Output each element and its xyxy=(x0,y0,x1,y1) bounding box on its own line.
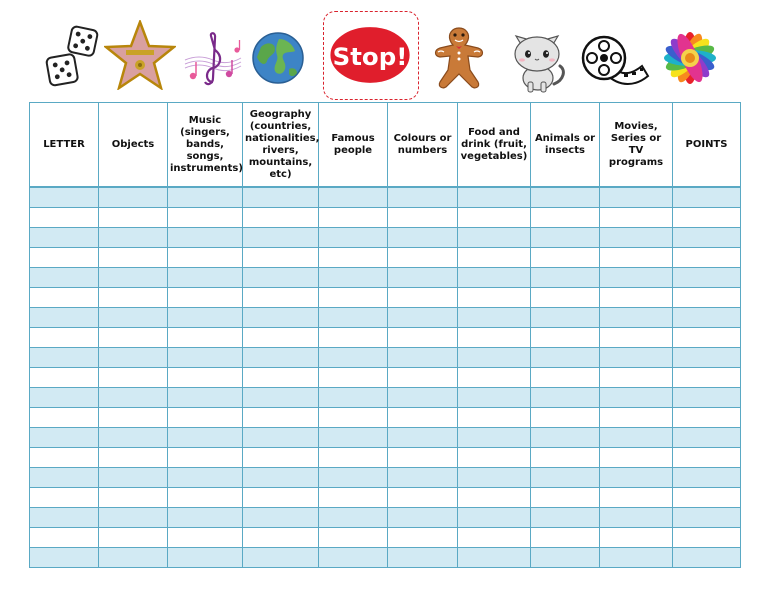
table-cell[interactable] xyxy=(388,268,458,288)
table-cell[interactable] xyxy=(30,488,99,508)
table-cell[interactable] xyxy=(388,468,458,488)
table-cell[interactable] xyxy=(388,388,458,408)
table-cell[interactable] xyxy=(30,348,99,368)
table-cell[interactable] xyxy=(319,328,388,348)
table-row xyxy=(30,288,741,308)
table-cell[interactable] xyxy=(673,408,741,428)
table-cell[interactable] xyxy=(243,328,319,348)
table-row xyxy=(30,308,741,328)
table-cell[interactable] xyxy=(673,248,741,268)
table-cell[interactable] xyxy=(458,348,531,368)
table-cell[interactable] xyxy=(99,187,168,208)
table-row xyxy=(30,428,741,448)
table-cell[interactable] xyxy=(319,288,388,308)
table-cell[interactable] xyxy=(388,448,458,468)
table-cell[interactable] xyxy=(600,187,673,208)
table-cell[interactable] xyxy=(388,528,458,548)
table-cell[interactable] xyxy=(99,288,168,308)
table-header-row xyxy=(30,103,741,188)
table-cell[interactable] xyxy=(458,368,531,388)
stop-sign-icon xyxy=(323,11,419,100)
column-header: Famous people xyxy=(319,103,388,188)
table-cell[interactable] xyxy=(600,348,673,368)
table-cell[interactable] xyxy=(673,368,741,388)
table-cell[interactable] xyxy=(30,468,99,488)
table-cell[interactable] xyxy=(30,548,99,568)
table-cell[interactable] xyxy=(243,388,319,408)
table-cell[interactable] xyxy=(600,248,673,268)
table-cell[interactable] xyxy=(600,448,673,468)
column-header: Food and drink (fruit, vegetables) xyxy=(458,103,531,188)
table-cell[interactable] xyxy=(458,187,531,208)
table-cell[interactable] xyxy=(243,187,319,208)
table-cell[interactable] xyxy=(168,308,243,328)
table-cell[interactable] xyxy=(168,488,243,508)
table-cell[interactable] xyxy=(30,528,99,548)
table-cell[interactable] xyxy=(388,308,458,328)
table-cell[interactable] xyxy=(458,488,531,508)
table-cell[interactable] xyxy=(458,468,531,488)
table-row xyxy=(30,268,741,288)
table-cell[interactable] xyxy=(168,448,243,468)
table-cell[interactable] xyxy=(168,468,243,488)
table-cell[interactable] xyxy=(243,488,319,508)
table-cell[interactable] xyxy=(99,328,168,348)
column-header: LETTER xyxy=(30,103,99,188)
table-cell[interactable] xyxy=(388,408,458,428)
table-cell[interactable] xyxy=(243,228,319,248)
table-cell[interactable] xyxy=(388,187,458,208)
table-cell[interactable] xyxy=(30,308,99,328)
table-row xyxy=(30,548,741,568)
table-row xyxy=(30,368,741,388)
table-cell[interactable] xyxy=(319,348,388,368)
table-cell[interactable] xyxy=(168,428,243,448)
table-cell[interactable] xyxy=(673,348,741,368)
table-cell[interactable] xyxy=(168,388,243,408)
table-cell[interactable] xyxy=(99,488,168,508)
column-header: Movies, Series or TV programs xyxy=(600,103,673,188)
table-cell[interactable] xyxy=(319,268,388,288)
answer-table xyxy=(29,102,741,568)
table-cell[interactable] xyxy=(673,288,741,308)
table-row xyxy=(30,208,741,228)
table-cell[interactable] xyxy=(673,448,741,468)
table-cell[interactable] xyxy=(600,288,673,308)
table-cell[interactable] xyxy=(673,388,741,408)
table-cell[interactable] xyxy=(388,428,458,448)
table-cell[interactable] xyxy=(319,388,388,408)
table-cell[interactable] xyxy=(388,248,458,268)
table-cell[interactable] xyxy=(531,428,600,448)
table-cell[interactable] xyxy=(388,208,458,228)
table-row xyxy=(30,228,741,248)
table-row xyxy=(30,448,741,468)
table-cell[interactable] xyxy=(168,348,243,368)
table-cell[interactable] xyxy=(673,268,741,288)
table-cell[interactable] xyxy=(531,228,600,248)
table-cell[interactable] xyxy=(458,528,531,548)
table-cell[interactable] xyxy=(531,248,600,268)
table-cell[interactable] xyxy=(99,388,168,408)
music-notes-icon xyxy=(183,30,243,88)
table-cell[interactable] xyxy=(168,548,243,568)
table-cell[interactable] xyxy=(30,208,99,228)
table-cell[interactable] xyxy=(99,268,168,288)
table-row xyxy=(30,468,741,488)
table-cell[interactable] xyxy=(600,428,673,448)
table-row xyxy=(30,328,741,348)
table-cell[interactable] xyxy=(673,428,741,448)
table-cell[interactable] xyxy=(458,408,531,428)
table-cell[interactable] xyxy=(458,328,531,348)
column-header: Objects xyxy=(99,103,168,188)
table-cell[interactable] xyxy=(319,368,388,388)
table-cell[interactable] xyxy=(531,368,600,388)
table-cell[interactable] xyxy=(30,448,99,468)
table-cell[interactable] xyxy=(168,328,243,348)
table-body xyxy=(30,187,741,568)
table-cell[interactable] xyxy=(531,448,600,468)
film-reel-icon xyxy=(580,34,650,88)
table-cell[interactable] xyxy=(30,508,99,528)
table-cell[interactable] xyxy=(319,508,388,528)
table-cell[interactable] xyxy=(243,368,319,388)
dice-icon xyxy=(44,24,100,88)
table-row xyxy=(30,408,741,428)
table-cell[interactable] xyxy=(458,548,531,568)
table-cell[interactable] xyxy=(600,468,673,488)
table-cell[interactable] xyxy=(531,348,600,368)
table-cell[interactable] xyxy=(319,548,388,568)
gingerbread-man-icon xyxy=(432,26,486,90)
table-cell[interactable] xyxy=(531,187,600,208)
table-cell[interactable] xyxy=(243,428,319,448)
table-cell[interactable] xyxy=(600,328,673,348)
table-cell[interactable] xyxy=(531,408,600,428)
table-cell[interactable] xyxy=(99,548,168,568)
table-cell[interactable] xyxy=(458,308,531,328)
table-cell[interactable] xyxy=(600,488,673,508)
table-cell[interactable] xyxy=(458,268,531,288)
table-cell[interactable] xyxy=(319,208,388,228)
table-cell[interactable] xyxy=(319,468,388,488)
column-header: Animals or insects xyxy=(531,103,600,188)
table-cell[interactable] xyxy=(388,548,458,568)
table-cell[interactable] xyxy=(30,408,99,428)
table-cell[interactable] xyxy=(458,448,531,468)
table-cell[interactable] xyxy=(600,308,673,328)
table-cell[interactable] xyxy=(30,388,99,408)
table-cell[interactable] xyxy=(243,448,319,468)
table-cell[interactable] xyxy=(168,288,243,308)
table-cell[interactable] xyxy=(168,368,243,388)
table-cell[interactable] xyxy=(243,248,319,268)
table-cell[interactable] xyxy=(673,488,741,508)
table-cell[interactable] xyxy=(30,228,99,248)
table-cell[interactable] xyxy=(99,448,168,468)
table-cell[interactable] xyxy=(243,208,319,228)
table-cell[interactable] xyxy=(388,508,458,528)
column-header: POINTS xyxy=(673,103,741,188)
table-cell[interactable] xyxy=(388,488,458,508)
table-cell[interactable] xyxy=(531,508,600,528)
table-cell[interactable] xyxy=(600,208,673,228)
table-row xyxy=(30,488,741,508)
table-cell[interactable] xyxy=(30,428,99,448)
table-cell[interactable] xyxy=(99,408,168,428)
table-cell[interactable] xyxy=(388,228,458,248)
table-cell[interactable] xyxy=(99,208,168,228)
table-cell[interactable] xyxy=(531,528,600,548)
table-cell[interactable] xyxy=(458,248,531,268)
column-header: Colours or numbers xyxy=(388,103,458,188)
table-cell[interactable] xyxy=(600,388,673,408)
table-cell[interactable] xyxy=(319,248,388,268)
table-cell[interactable] xyxy=(99,248,168,268)
stop-label: Stop! xyxy=(332,41,408,71)
table-cell[interactable] xyxy=(673,308,741,328)
table-cell[interactable] xyxy=(531,468,600,488)
table-cell[interactable] xyxy=(673,508,741,528)
globe-icon xyxy=(251,31,305,85)
table-cell[interactable] xyxy=(531,208,600,228)
table-cell[interactable] xyxy=(168,268,243,288)
table-cell[interactable] xyxy=(30,248,99,268)
table-cell[interactable] xyxy=(243,348,319,368)
table-cell[interactable] xyxy=(319,528,388,548)
table-row xyxy=(30,187,741,208)
table-cell[interactable] xyxy=(168,528,243,548)
table-cell[interactable] xyxy=(673,468,741,488)
table-cell[interactable] xyxy=(30,288,99,308)
table-cell[interactable] xyxy=(99,528,168,548)
table-cell[interactable] xyxy=(243,548,319,568)
cat-icon xyxy=(506,26,568,94)
table-cell[interactable] xyxy=(30,328,99,348)
table-cell[interactable] xyxy=(319,308,388,328)
table-cell[interactable] xyxy=(319,408,388,428)
icon-strip xyxy=(0,0,768,104)
table-cell[interactable] xyxy=(168,208,243,228)
table-cell[interactable] xyxy=(600,528,673,548)
table-cell[interactable] xyxy=(99,508,168,528)
table-cell[interactable] xyxy=(673,228,741,248)
table-cell[interactable] xyxy=(243,288,319,308)
table-cell[interactable] xyxy=(673,208,741,228)
table-cell[interactable] xyxy=(99,308,168,328)
table-cell[interactable] xyxy=(319,448,388,468)
table-cell[interactable] xyxy=(531,268,600,288)
column-header: Music (singers, bands, songs, instruments) xyxy=(168,103,243,188)
table-cell[interactable] xyxy=(600,548,673,568)
table-cell[interactable] xyxy=(243,468,319,488)
table-cell[interactable] xyxy=(458,208,531,228)
column-header: Geography (countries, nationalities, rivers, mountains, etc) xyxy=(243,103,319,188)
table-cell[interactable] xyxy=(319,428,388,448)
table-cell[interactable] xyxy=(388,348,458,368)
colorful-flower-icon xyxy=(657,26,723,90)
table-cell[interactable] xyxy=(458,388,531,408)
table-cell[interactable] xyxy=(388,368,458,388)
table-cell[interactable] xyxy=(388,288,458,308)
table-cell[interactable] xyxy=(243,268,319,288)
table-cell[interactable] xyxy=(168,187,243,208)
table-cell[interactable] xyxy=(168,228,243,248)
table-cell[interactable] xyxy=(531,328,600,348)
table-cell[interactable] xyxy=(319,187,388,208)
table-cell[interactable] xyxy=(531,488,600,508)
table-cell[interactable] xyxy=(600,268,673,288)
table-cell[interactable] xyxy=(600,508,673,528)
table-cell[interactable] xyxy=(319,228,388,248)
hollywood-star-icon xyxy=(104,20,176,90)
table-cell[interactable] xyxy=(243,308,319,328)
table-cell[interactable] xyxy=(458,428,531,448)
table-cell[interactable] xyxy=(168,248,243,268)
table-row xyxy=(30,248,741,268)
table-cell[interactable] xyxy=(600,368,673,388)
table-cell[interactable] xyxy=(531,548,600,568)
table-cell[interactable] xyxy=(600,408,673,428)
table-cell[interactable] xyxy=(319,488,388,508)
table-cell[interactable] xyxy=(99,368,168,388)
table-cell[interactable] xyxy=(388,328,458,348)
table-cell[interactable] xyxy=(168,408,243,428)
table-row xyxy=(30,388,741,408)
table-cell[interactable] xyxy=(458,228,531,248)
table-cell[interactable] xyxy=(99,348,168,368)
table-cell[interactable] xyxy=(243,508,319,528)
table-cell[interactable] xyxy=(243,528,319,548)
table-cell[interactable] xyxy=(99,228,168,248)
table-cell[interactable] xyxy=(458,508,531,528)
table-cell[interactable] xyxy=(673,548,741,568)
table-row xyxy=(30,348,741,368)
table-cell[interactable] xyxy=(673,187,741,208)
table-cell[interactable] xyxy=(673,328,741,348)
table-cell[interactable] xyxy=(531,288,600,308)
table-cell[interactable] xyxy=(673,528,741,548)
table-cell[interactable] xyxy=(531,388,600,408)
table-cell[interactable] xyxy=(30,187,99,208)
table-cell[interactable] xyxy=(458,288,531,308)
table-cell[interactable] xyxy=(168,508,243,528)
table-cell[interactable] xyxy=(99,468,168,488)
table-cell[interactable] xyxy=(30,368,99,388)
table-cell[interactable] xyxy=(99,428,168,448)
table-row xyxy=(30,528,741,548)
table-cell[interactable] xyxy=(243,408,319,428)
table-row xyxy=(30,508,741,528)
table-cell[interactable] xyxy=(531,308,600,328)
table-cell[interactable] xyxy=(30,268,99,288)
table-cell[interactable] xyxy=(600,228,673,248)
